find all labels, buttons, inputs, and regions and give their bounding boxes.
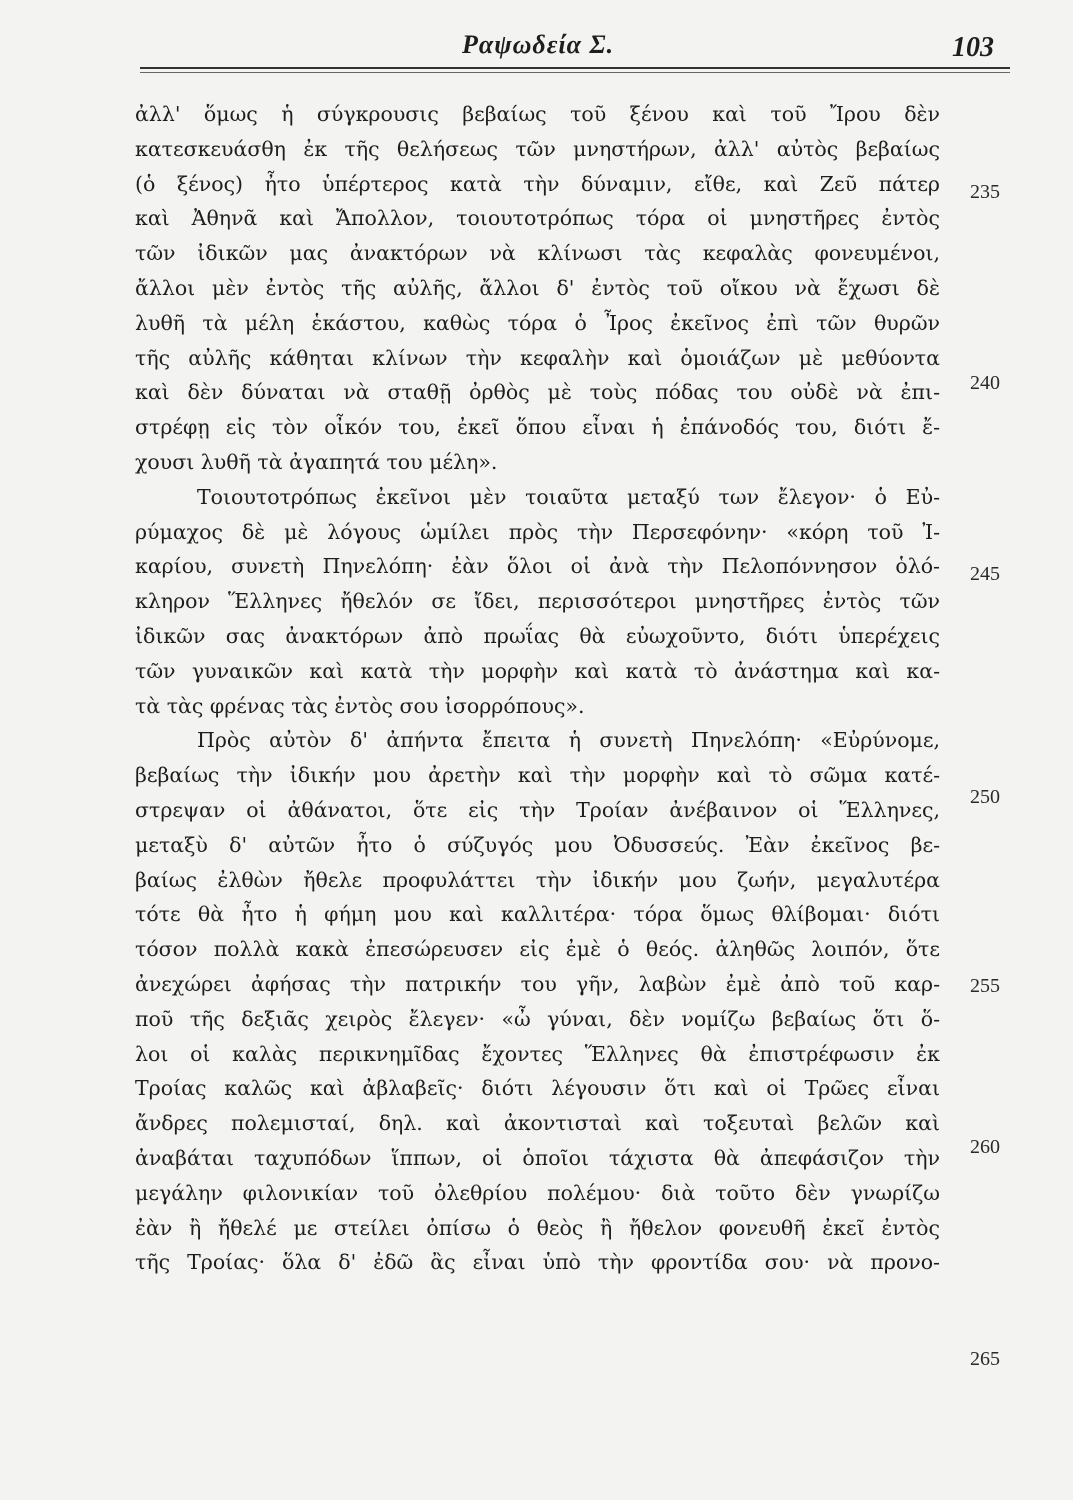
header-rule-thin [140, 72, 1010, 73]
page-number: 103 [952, 32, 994, 63]
text-line: ἀλλ' ὅμως ἡ σύγκρουσις βεβαίως τοῦ ξένου καὶ τοῦ Ἴρου δὲν [135, 102, 940, 126]
text-line: τῆς Τροίας· ὅλα δ' ἐδῶ ἂς εἶναι ὑπὸ τὴν φροντίδα σου· νὰ προνο- [135, 1250, 940, 1275]
line-number-250: 250 [970, 786, 1000, 808]
text-line: κατεσκευάσθη ἐκ τῆς θελήσεως τῶν μνηστήρων, ἀλλ' αὐτὸς βεβαίως [135, 136, 940, 161]
text-line: Πρὸς αὐτὸν δ' ἀπήντα ἔπειτα ἡ συνετὴ Πηνελόπη· «Εὐρύνομε, [197, 728, 940, 753]
text-line: βεβαίως τὴν ἰδικήν μου ἀρετὴν καὶ τὴν μορφὴν καὶ τὸ σῶμα κατέ- [135, 763, 940, 788]
line-number-265: 265 [970, 1348, 1000, 1370]
text-line: τῆς αὐλῆς κάθηται κλίνων τὴν κεφαλὴν καὶ ὁμοιάζων μὲ μεθύοντα [135, 345, 940, 370]
line-number-235: 235 [970, 181, 1000, 203]
line-number-260: 260 [970, 1136, 1000, 1158]
text-line: μεγάλην φιλονικίαν τοῦ ὀλεθρίου πολέμου· διὰ τοῦτο δὲν γνωρίζω [135, 1180, 940, 1205]
text-line: κληρον Ἕλληνες ἤθελόν σε ἴδει, περισσότεροι μνηστῆρες ἐντὸς τῶν [135, 589, 940, 614]
text-line: Τροίας καλῶς καὶ ἀβλαβεῖς· διότι λέγουσιν ὅτι καὶ οἱ Τρῶες εἶναι [135, 1076, 940, 1101]
text-line: ἄλλοι μὲν ἐντὸς τῆς αὐλῆς, ἄλλοι δ' ἐντὸς τοῦ οἴκου νὰ ἔχωσι δὲ [135, 275, 940, 300]
text-line: στρεψαν οἱ ἀθάνατοι, ὅτε εἰς τὴν Τροίαν ἀνέβαινον οἱ Ἕλληνες, [135, 797, 940, 822]
text-line: καὶ Ἀθηνᾶ καὶ Ἄπολλον, τοιουτοτρόπως τόρα οἱ μνηστῆρες ἐντὸς [135, 206, 940, 231]
text-line: ἐὰν ἢ ἤθελέ με στείλει ὀπίσω ὁ θεὸς ἢ ἤθελον φονευθῆ ἐκεῖ ἐντὸς [135, 1215, 940, 1240]
text-line: τόσον πολλὰ κακὰ ἐπεσώρευσεν εἰς ἐμὲ ὁ θεός. ἀληθῶς λοιπόν, ὅτε [135, 937, 940, 962]
line-number-240: 240 [970, 372, 1000, 394]
text-line: καὶ δὲν δύναται νὰ σταθῇ ὀρθὸς μὲ τοὺς πόδας του οὐδὲ νὰ ἐπι- [135, 380, 940, 405]
line-number-245: 245 [970, 563, 1000, 585]
text-line: τὰ τὰς φρένας τὰς ἐντὸς σου ἰσορρόπους». [135, 693, 585, 718]
running-title: Ραψωδεία Σ. [462, 30, 615, 59]
text-line: μεταξὺ δ' αὐτῶν ἦτο ὁ σύζυγός μου Ὀδυσσεύς. Ἐὰν ἐκεῖνος βε- [135, 832, 940, 857]
text-line: χουσι λυθῆ τὰ ἀγαπητά του μέλη». [135, 449, 498, 474]
text-line: ἄνδρες πολεμισταί, δηλ. καὶ ἀκοντισταὶ καὶ τοξευταὶ βελῶν καὶ [135, 1111, 940, 1136]
text-line: (ὁ ξένος) ἦτο ὑπέρτερος κατὰ τὴν δύναμιν, εἴθε, καὶ Ζεῦ πάτερ [135, 171, 940, 196]
line-number-255: 255 [970, 975, 1000, 997]
text-line: ποῦ τῆς δεξιᾶς χειρὸς ἔλεγεν· «ὦ γύναι, δὲν νομίζω βεβαίως ὅτι ὅ- [135, 1006, 940, 1031]
text-line: Τοιουτοτρόπως ἐκεῖνοι μὲν τοιαῦτα μεταξύ των ἔλεγον· ὁ Εὐ- [197, 484, 940, 509]
text-line: ἀναβάται ταχυπόδων ἵππων, οἱ ὁποῖοι τάχιστα θὰ ἀπεφάσιζον τὴν [135, 1145, 940, 1170]
text-line: λοι οἱ καλὰς περικνημῖδας ἔχοντες Ἕλληνες θὰ ἐπιστρέφωσιν ἐκ [135, 1041, 940, 1066]
header-rule [140, 67, 1010, 69]
text-line: καρίου, συνετὴ Πηνελόπη· ἐὰν ὅλοι οἱ ἀνὰ τὴν Πελοπόννησον ὁλό- [135, 554, 940, 579]
body-text [135, 97, 940, 1280]
text-line: τότε θὰ ἦτο ἡ φήμη μου καὶ καλλιτέρα· τόρα ὅμως θλίβομαι· διότι [135, 902, 940, 927]
text-line: ἀνεχώρει ἀφήσας τὴν πατρικήν του γῆν, λαβὼν ἐμὲ ἀπὸ τοῦ καρ- [135, 971, 940, 996]
text-line: βαίως ἐλθὼν ἤθελε προφυλάττει τὴν ἰδικήν μου ζωήν, μεγαλυτέρα [135, 867, 940, 892]
text-line: ρύμαχος δὲ μὲ λόγους ὡμίλει πρὸς τὴν Περσεφόνην· «κόρη τοῦ Ἰ- [135, 519, 940, 544]
text-line: στρέφῃ εἰς τὸν οἶκόν του, ἐκεῖ ὅπου εἶναι ἡ ἐπάνοδός του, διότι ἔ- [135, 415, 940, 440]
text-line: τῶν ἰδικῶν μας ἀνακτόρων νὰ κλίνωσι τὰς κεφαλὰς φονευμένοι, [135, 241, 940, 266]
text-line: ἰδικῶν σας ἀνακτόρων ἀπὸ πρωΐας θὰ εὐωχοῦντο, διότι ὑπερέχεις [135, 623, 940, 648]
text-line: τῶν γυναικῶν καὶ κατὰ τὴν μορφὴν καὶ κατὰ τὸ ἀνάστημα καὶ κα- [135, 658, 940, 683]
text-line: λυθῆ τὰ μέλη ἑκάστου, καθὼς τόρα ὁ Ἶρος ἐκεῖνος ἐπὶ τῶν θυρῶν [135, 310, 940, 335]
